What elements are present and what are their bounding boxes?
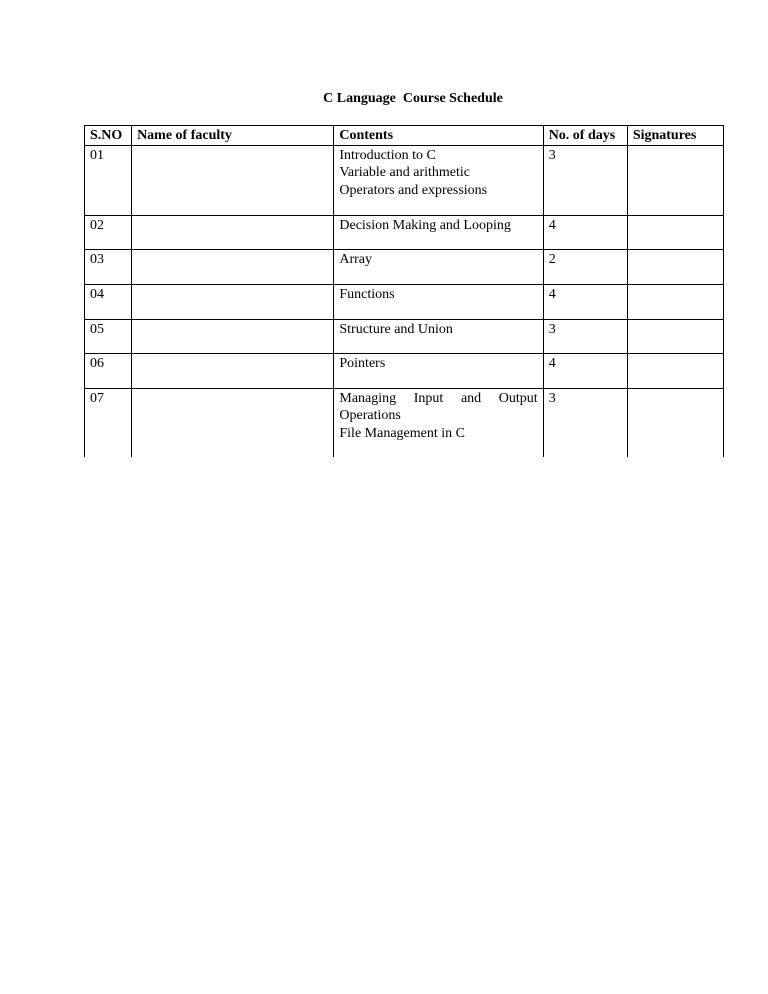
cell-sno: 01 xyxy=(85,145,132,215)
contents-line: Introduction to C xyxy=(339,147,436,163)
table-row xyxy=(85,284,724,319)
table-row xyxy=(85,319,724,353)
cell-signature xyxy=(627,249,723,284)
cell-days: 4 xyxy=(543,215,627,249)
cell-faculty-name xyxy=(132,145,334,215)
contents-line: Decision Making and Looping xyxy=(339,217,511,233)
table-row xyxy=(85,249,724,284)
contents-line: Variable and arithmetic xyxy=(339,165,470,180)
cell-days: 4 xyxy=(543,284,627,319)
cell-signature xyxy=(627,353,723,388)
contents-line: Managing Input and Output Operations xyxy=(339,390,538,423)
course-schedule-table xyxy=(84,125,724,457)
cell-signature xyxy=(627,284,723,319)
cell-contents xyxy=(334,215,543,249)
cell-days: 2 xyxy=(543,249,627,284)
cell-sno: 03 xyxy=(85,249,132,284)
cell-sno: 04 xyxy=(85,284,132,319)
header-name-of-faculty: Name of faculty xyxy=(132,126,334,146)
contents-line: Pointers xyxy=(339,355,386,371)
header-no-of-days: No. of days xyxy=(543,126,627,146)
cell-contents xyxy=(334,319,543,353)
cell-contents xyxy=(334,249,543,284)
header-contents: Contents xyxy=(334,126,543,146)
cell-faculty-name xyxy=(132,388,334,457)
header-signatures: Signatures xyxy=(627,126,723,146)
table-row xyxy=(85,388,724,457)
cell-contents xyxy=(334,388,543,457)
cell-faculty-name xyxy=(132,284,334,319)
table-row xyxy=(85,215,724,249)
cell-contents xyxy=(334,145,543,215)
cell-faculty-name xyxy=(132,319,334,353)
cell-signature xyxy=(627,215,723,249)
header-sno: S.NO xyxy=(85,126,132,146)
contents-line: Array xyxy=(339,251,373,267)
cell-sno: 02 xyxy=(85,215,132,249)
cell-signature xyxy=(627,145,723,215)
cell-contents xyxy=(334,284,543,319)
cell-faculty-name xyxy=(132,249,334,284)
cell-days: 4 xyxy=(543,353,627,388)
contents-line: Structure and Union xyxy=(339,321,453,337)
cell-days: 3 xyxy=(543,388,627,457)
cell-faculty-name xyxy=(132,353,334,388)
cell-sno: 06 xyxy=(85,353,132,388)
cell-signature xyxy=(627,388,723,457)
cell-contents xyxy=(334,353,543,388)
cell-sno: 07 xyxy=(85,388,132,457)
document-title: C Language Course Schedule xyxy=(323,91,503,106)
contents-line: Functions xyxy=(339,286,395,302)
cell-faculty-name xyxy=(132,215,334,249)
cell-signature xyxy=(627,319,723,353)
contents-line: File Management in C xyxy=(339,425,465,441)
table-row xyxy=(85,145,724,215)
cell-days: 3 xyxy=(543,319,627,353)
contents-line: Operators and expressions xyxy=(339,182,488,198)
table-row xyxy=(85,353,724,388)
table-header-row xyxy=(85,126,724,146)
cell-sno: 05 xyxy=(85,319,132,353)
cell-days: 3 xyxy=(543,145,627,215)
